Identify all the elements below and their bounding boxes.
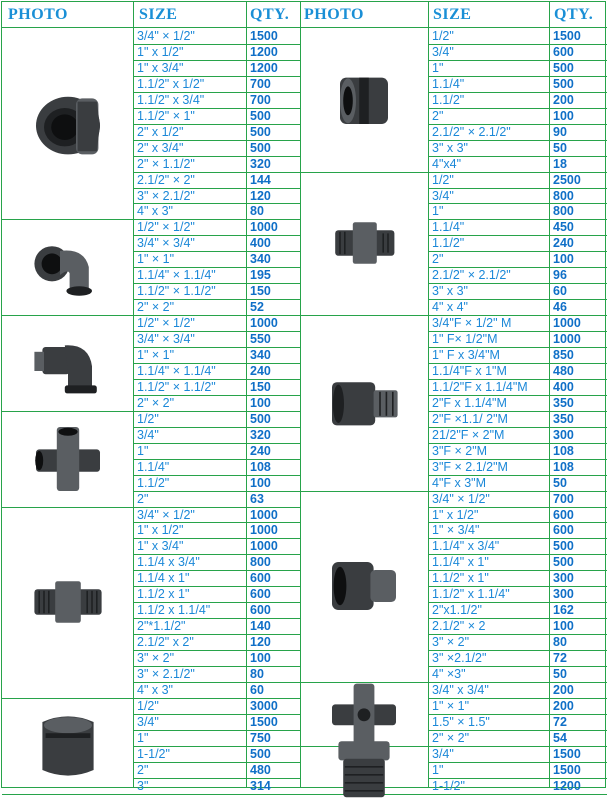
size-cell: 2" [432, 252, 444, 267]
size-cell: 1.1/2" [137, 475, 170, 490]
qty-cell: 50 [553, 475, 567, 490]
size-cell: 1.1/4"F x 1"M [432, 363, 507, 378]
size-cell: 1/2" [137, 698, 159, 713]
size-cell: 3/4" × 1/2" [137, 507, 195, 522]
size-cell: 21/2"F × 2"M [432, 427, 505, 442]
size-cell: 1/2" [432, 29, 454, 43]
size-cell: 2"F x 1.1/4"M [432, 395, 507, 410]
qty-cell: 100 [553, 619, 574, 634]
size-cell: 1" x 1/2" [137, 44, 184, 59]
right-qty-header: QTY. [554, 6, 594, 23]
street-elbow-icon [2, 315, 133, 411]
qty-cell: 750 [250, 730, 271, 745]
qty-cell: 500 [250, 746, 271, 761]
qty-cell: 50 [553, 140, 567, 155]
size-cell: 2" × 1.1/2" [137, 156, 195, 171]
qty-cell: 800 [250, 555, 271, 570]
qty-cell: 350 [553, 395, 574, 410]
qty-cell: 1000 [250, 507, 278, 522]
size-cell: 1" [432, 762, 444, 777]
size-cell: 1" [137, 730, 149, 745]
qty-cell: 500 [553, 555, 574, 570]
size-cell: 4"x4" [432, 156, 462, 171]
qty-cell: 850 [553, 348, 574, 362]
size-cell: 1.1/2 x 1" [137, 587, 190, 602]
size-cell: 1" [137, 443, 149, 458]
qty-cell: 144 [250, 172, 271, 187]
size-cell: 2.1/2" x 2" [137, 635, 194, 650]
size-cell: 3" [137, 778, 149, 793]
qty-cell: 1000 [250, 523, 278, 538]
qty-cell: 140 [250, 619, 271, 634]
size-cell: 2"F ×1.1/ 2"M [432, 411, 508, 426]
size-cell: 3" × 2.1/2" [137, 667, 195, 681]
size-cell: 4"F x 3"M [432, 475, 487, 490]
qty-cell: 480 [553, 363, 574, 378]
size-cell: 3"F × 2"M [432, 443, 488, 458]
adapter-icon [300, 315, 428, 490]
size-cell: 1.1/4" × 1.1/4" [137, 268, 216, 283]
qty-cell: 108 [250, 459, 271, 474]
qty-cell: 600 [250, 603, 271, 618]
qty-cell: 108 [553, 443, 574, 458]
qty-cell: 54 [553, 730, 567, 745]
size-cell: 1-1/2" [432, 778, 465, 793]
qty-cell: 320 [250, 156, 271, 171]
size-cell: 1" x 1/2" [432, 507, 479, 522]
qty-cell: 150 [250, 284, 271, 299]
size-cell: 1" [432, 204, 444, 219]
size-cell: 1.1/2" x 1" [432, 571, 489, 586]
qty-cell: 240 [553, 236, 574, 251]
qty-cell: 700 [250, 76, 271, 91]
qty-cell: 1000 [250, 316, 278, 331]
qty-cell: 500 [553, 76, 574, 91]
qty-cell: 500 [553, 539, 574, 554]
size-cell: 3/4" [432, 746, 454, 761]
qty-cell: 1200 [250, 60, 278, 75]
size-cell: 1/2" × 1/2" [137, 316, 195, 331]
table-grid [2, 2, 607, 793]
size-cell: 1.1/2" × 1.1/2" [137, 379, 216, 394]
size-cell: 1.1/2" x 1.1/4" [432, 587, 510, 602]
size-cell: 3" x 3" [432, 140, 468, 155]
qty-cell: 52 [250, 300, 264, 315]
size-cell: 3" x 3" [432, 284, 468, 299]
qty-cell: 700 [553, 491, 574, 506]
size-cell: 4" x 3" [137, 204, 173, 219]
size-cell: 1" × 1" [137, 252, 175, 267]
hex-bushing-icon [2, 28, 133, 219]
qty-cell: 100 [553, 108, 574, 123]
qty-cell: 2500 [553, 172, 581, 187]
price-table [1, 1, 606, 793]
size-cell: 3/4" [432, 44, 454, 59]
size-cell: 4" x 3" [137, 682, 173, 697]
qty-cell: 800 [553, 204, 574, 219]
qty-cell: 800 [553, 188, 574, 203]
size-cell: 1.1/4 x 1" [137, 571, 190, 586]
qty-cell: 700 [250, 92, 271, 107]
female-elbow-icon [2, 219, 133, 315]
qty-cell: 350 [553, 411, 574, 426]
qty-cell: 3000 [250, 698, 278, 713]
size-cell: 1.1/2" [432, 92, 465, 107]
size-cell: 1/2" [432, 172, 454, 187]
size-cell: 1-1/2" [137, 746, 170, 761]
size-cell: 2" × 2" [137, 395, 175, 410]
size-cell: 2"*1.1/2" [137, 619, 186, 634]
size-cell: 2.1/2" × 2.1/2" [432, 124, 511, 139]
qty-cell: 60 [250, 682, 264, 697]
left-size-header: SIZE [139, 6, 178, 23]
size-cell: 3" × 2.1/2" [137, 188, 195, 203]
qty-cell: 1000 [553, 332, 581, 347]
qty-cell: 195 [250, 268, 271, 283]
qty-cell: 500 [250, 411, 271, 426]
size-cell: 2" [137, 762, 149, 777]
qty-cell: 72 [553, 651, 567, 666]
qty-cell: 340 [250, 252, 271, 267]
size-cell: 1.1/2" x 3/4" [137, 92, 205, 107]
qty-cell: 340 [250, 348, 271, 362]
qty-cell: 240 [250, 363, 271, 378]
size-cell: 1" x 3/4" [137, 60, 184, 75]
qty-cell: 1500 [553, 29, 581, 43]
size-cell: 1.1/2" × 1.1/2" [137, 284, 216, 299]
qty-cell: 600 [553, 507, 574, 522]
size-cell: 3" × 2" [432, 635, 470, 650]
qty-cell: 72 [553, 714, 567, 729]
size-cell: 2.1/2" × 2.1/2" [432, 268, 511, 283]
size-cell: 1" F x 3/4"M [432, 348, 500, 362]
size-cell: 2"x1.1/2" [432, 603, 482, 618]
size-cell: 2" × 2" [432, 730, 470, 745]
size-cell: 3" ×2.1/2" [432, 651, 487, 666]
qty-cell: 90 [553, 124, 567, 139]
reducing-nipple-icon [300, 172, 428, 316]
qty-cell: 100 [553, 252, 574, 267]
qty-cell: 80 [250, 667, 264, 681]
qty-cell: 550 [250, 332, 271, 347]
cap-icon [2, 698, 133, 794]
qty-cell: 500 [553, 60, 574, 75]
size-cell: 1" x 3/4" [137, 539, 184, 554]
qty-cell: 450 [553, 220, 574, 235]
size-cell: 3/4" [137, 427, 159, 442]
size-cell: 1.1/2 x 1.1/4" [137, 603, 211, 618]
tee-icon [2, 411, 133, 507]
qty-cell: 96 [553, 268, 567, 283]
qty-cell: 200 [553, 92, 574, 107]
qty-cell: 1000 [250, 539, 278, 554]
qty-cell: 100 [250, 475, 271, 490]
qty-cell: 1500 [250, 29, 278, 43]
qty-cell: 600 [553, 44, 574, 59]
size-cell: 1.1/4" × 1.1/4" [137, 363, 216, 378]
size-cell: 1" × 1" [432, 698, 470, 713]
qty-cell: 1200 [250, 44, 278, 59]
size-cell: 1/2" [137, 411, 159, 426]
size-cell: 1" [432, 60, 444, 75]
size-cell: 3/4" x 3/4" [432, 682, 489, 697]
size-cell: 1.1/2"F x 1.1/4"M [432, 379, 528, 394]
plug-icon [300, 746, 428, 794]
qty-cell: 1000 [250, 220, 278, 235]
qty-cell: 1500 [553, 762, 581, 777]
qty-cell: 60 [553, 284, 567, 299]
qty-cell: 1000 [553, 316, 581, 331]
left-qty-header: QTY. [250, 6, 290, 23]
qty-cell: 314 [250, 778, 271, 793]
size-cell: 1/2" × 1/2" [137, 220, 195, 235]
qty-cell: 50 [553, 667, 567, 681]
size-cell: 1" F× 1/2"M [432, 332, 498, 347]
size-cell: 1" x 1/2" [137, 523, 184, 538]
row-divider [2, 794, 300, 795]
size-cell: 1" × 3/4" [432, 523, 480, 538]
qty-cell: 200 [553, 682, 574, 697]
qty-cell: 162 [553, 603, 574, 618]
size-cell: 2.1/2" × 2" [137, 172, 195, 187]
size-cell: 2.1/2" × 2 [432, 619, 486, 634]
size-cell: 3/4" × 3/4" [137, 236, 195, 251]
size-cell: 1.1/2" × 1" [137, 108, 195, 123]
size-cell: 1.1/4 x 3/4" [137, 555, 200, 570]
qty-cell: 600 [250, 587, 271, 602]
size-cell: 2" [432, 108, 444, 123]
qty-cell: 63 [250, 491, 264, 506]
size-cell: 1.1/2" x 1/2" [137, 76, 205, 91]
qty-cell: 108 [553, 459, 574, 474]
size-cell: 1.1/2" [432, 236, 465, 251]
size-cell: 1.1/4" x 3/4" [432, 539, 500, 554]
qty-cell: 46 [553, 300, 567, 315]
qty-cell: 600 [250, 571, 271, 586]
coupling-icon [300, 28, 428, 172]
size-cell: 3"F × 2.1/2"M [432, 459, 508, 474]
qty-cell: 100 [250, 651, 271, 666]
size-cell: 2" × 2" [137, 300, 175, 315]
size-cell: 2" x 1/2" [137, 124, 184, 139]
qty-cell: 500 [250, 140, 271, 155]
size-cell: 2" [137, 491, 149, 506]
qty-cell: 500 [250, 108, 271, 123]
size-cell: 3/4" × 1/2" [432, 491, 490, 506]
size-cell: 1.1/4" [432, 220, 465, 235]
qty-cell: 200 [553, 698, 574, 713]
qty-cell: 18 [553, 156, 567, 171]
left-photo-header: PHOTO [8, 6, 68, 23]
qty-cell: 320 [250, 427, 271, 442]
size-cell: 4" ×3" [432, 667, 466, 681]
qty-cell: 100 [250, 395, 271, 410]
size-cell: 1.5" × 1.5" [432, 714, 490, 729]
size-cell: 1" × 1" [137, 348, 175, 362]
qty-cell: 240 [250, 443, 271, 458]
size-cell: 1.1/4" [137, 459, 170, 474]
size-cell: 3/4" × 1/2" [137, 29, 195, 43]
qty-cell: 300 [553, 427, 574, 442]
qty-cell: 80 [250, 204, 264, 219]
qty-cell: 150 [250, 379, 271, 394]
size-cell: 3/4"F × 1/2" M [432, 316, 512, 331]
qty-cell: 120 [250, 188, 271, 203]
qty-cell: 600 [553, 523, 574, 538]
right-size-header: SIZE [433, 6, 472, 23]
qty-cell: 500 [250, 124, 271, 139]
size-cell: 4" x 4" [432, 300, 468, 315]
qty-cell: 300 [553, 571, 574, 586]
qty-cell: 300 [553, 587, 574, 602]
qty-cell: 80 [553, 635, 567, 650]
hex-nipple-icon [2, 507, 133, 698]
qty-cell: 120 [250, 635, 271, 650]
qty-cell: 480 [250, 762, 271, 777]
size-cell: 1.1/4" [432, 76, 465, 91]
qty-cell: 400 [250, 236, 271, 251]
size-cell: 3" × 2" [137, 651, 175, 666]
size-cell: 3/4" [137, 714, 159, 729]
qty-cell: 1500 [553, 746, 581, 761]
right-photo-header: PHOTO [304, 6, 364, 23]
size-cell: 3/4" × 3/4" [137, 332, 195, 347]
size-cell: 3/4" [432, 188, 454, 203]
qty-cell: 1500 [250, 714, 278, 729]
qty-cell: 1200 [553, 778, 581, 793]
size-cell: 1.1/4" x 1" [432, 555, 489, 570]
qty-cell: 400 [553, 379, 574, 394]
reducing-coupling-icon [300, 491, 428, 682]
size-cell: 2" x 3/4" [137, 140, 184, 155]
